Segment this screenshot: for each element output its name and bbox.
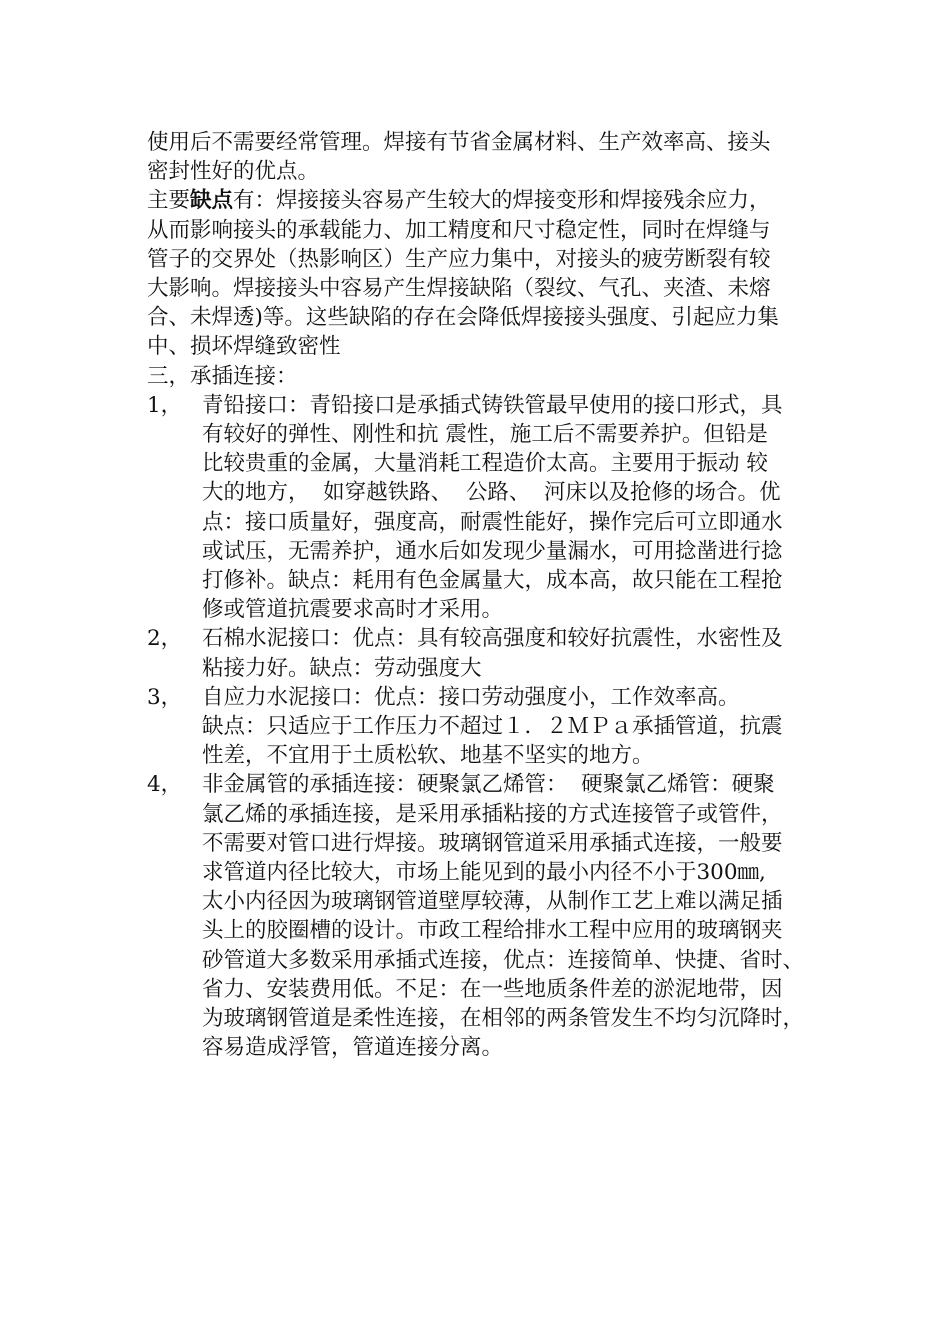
disadvantages-line: 合、未焊透)等。这些缺陷的存在会降低焊接接头强度、引起应力集 bbox=[147, 305, 779, 331]
list-item-body bbox=[202, 770, 827, 1062]
disadvantages-first-line bbox=[147, 186, 827, 215]
list-item-line: 自应力水泥接口：优点：接口劳动强度小，工作效率高。 bbox=[202, 684, 740, 710]
list-item-number: 3， bbox=[147, 684, 183, 710]
list-item-line: 性差，不宜用于土质松软、地基不坚实的地方。 bbox=[202, 743, 654, 769]
list-item-line: 青铅接口：青铅接口是承插式铸铁管最早使用的接口形式，具 bbox=[202, 392, 783, 418]
disadvantages-prefix: 主要 bbox=[147, 188, 191, 214]
list-item-number: 2， bbox=[147, 626, 183, 652]
disadvantages-first-line-rest: 有：焊接接头容易产生较大的焊接变形和焊接残余应力， bbox=[233, 188, 771, 214]
disadvantages-paragraph bbox=[147, 186, 827, 361]
list-item-line: 点：接口质量好，强度高，耐震性能好，操作完后可立即通水 bbox=[202, 509, 783, 535]
disadvantages-line: 大影响。焊接接头中容易产生焊接缺陷（裂纹、气孔、夹渣、未熔 bbox=[147, 276, 771, 301]
list-item-line: 不需要对管口进行焊接。玻璃钢管道采用承插式连接，一般要 bbox=[202, 830, 783, 856]
list-item-line: 容易造成浮管，管道连接分离。 bbox=[202, 1035, 504, 1061]
disadvantages-keyword: 缺点 bbox=[190, 188, 234, 214]
list-item-body bbox=[202, 391, 827, 625]
list-item-line: 太小内径因为玻璃钢管道壁厚较薄，从制作工艺上难以满足插 bbox=[202, 889, 783, 915]
section-heading-block bbox=[147, 362, 827, 391]
list-item-line: 省力、安装费用低。不足：在一些地质条件差的淤泥地带，因 bbox=[202, 976, 783, 1002]
disadvantages-line: 中、损坏焊缝致密性 bbox=[147, 334, 341, 360]
list-item-number: 1， bbox=[147, 392, 183, 418]
list-item-line: 或试压，无需养护，通水后如发现少量漏水，可用捻凿进行捻 bbox=[202, 538, 783, 564]
list-item-line: 粘接力好。缺点：劳动强度大 bbox=[202, 655, 482, 681]
list-item-line: 打修补。缺点：耗用有色金属量大，成本高，故只能在工程抢 bbox=[202, 568, 783, 594]
intro-line: 使用后不需要经常管理。焊接有节省金属材料、生产效率高、接头 bbox=[147, 130, 771, 155]
list-item-line: 缺点：只适应于工作压力不超过１．２ＭＰａ承插管道，抗震 bbox=[202, 714, 783, 739]
list-item-line: 修或管道抗震要求高时才采用。 bbox=[202, 597, 504, 623]
list-item-number: 4， bbox=[147, 772, 183, 798]
disadvantages-line: 管子的交界处（热影响区）生产应力集中，对接头的疲劳断裂有较 bbox=[147, 246, 771, 272]
list-item-line: 石棉水泥接口：优点：具有较高强度和较好抗震性，水密性及 bbox=[202, 626, 783, 652]
list-item-body bbox=[202, 624, 827, 682]
list-item-line: 氯乙烯的承插连接，是采用承插粘接的方式连接管子或管件， bbox=[202, 801, 783, 827]
list-item-line: 砂管道大多数采用承插式连接，优点：连接简单、快捷、省时、 bbox=[202, 947, 805, 973]
list-item-line: 非金属管的承插连接：硬聚氯乙烯管： 硬聚氯乙烯管：硬聚 bbox=[202, 772, 775, 798]
intro-paragraph bbox=[147, 128, 827, 186]
list-item-line: 有较好的弹性、刚性和抗 震性，施工后不需要养护。但铅是 bbox=[202, 422, 768, 447]
list-item-line: 头上的胶圈槽的设计。市政工程给排水工程中应用的玻璃钢夹 bbox=[202, 918, 783, 944]
list-item-line: 大的地方， 如穿越铁路、 公路、 河床以及抢修的场合。优 bbox=[202, 480, 781, 506]
list-item-line: 为玻璃钢管道是柔性连接，在相邻的两条管发生不均匀沉降时， bbox=[202, 1006, 805, 1032]
disadvantages-line: 从而影响接头的承载能力、加工精度和尺寸稳定性，同时在焊缝与 bbox=[147, 217, 771, 243]
list-item-line: 比较贵重的金属，大量消耗工程造价太高。主要用于振动 较 bbox=[202, 451, 768, 477]
list-item-body bbox=[202, 683, 827, 771]
intro-line: 密封性好的优点。 bbox=[147, 159, 320, 185]
list-item-line: 求管道内径比较大，市场上能见到的最小内径不小于300㎜, bbox=[202, 860, 766, 885]
section-heading: 三，承插连接： bbox=[147, 363, 298, 389]
